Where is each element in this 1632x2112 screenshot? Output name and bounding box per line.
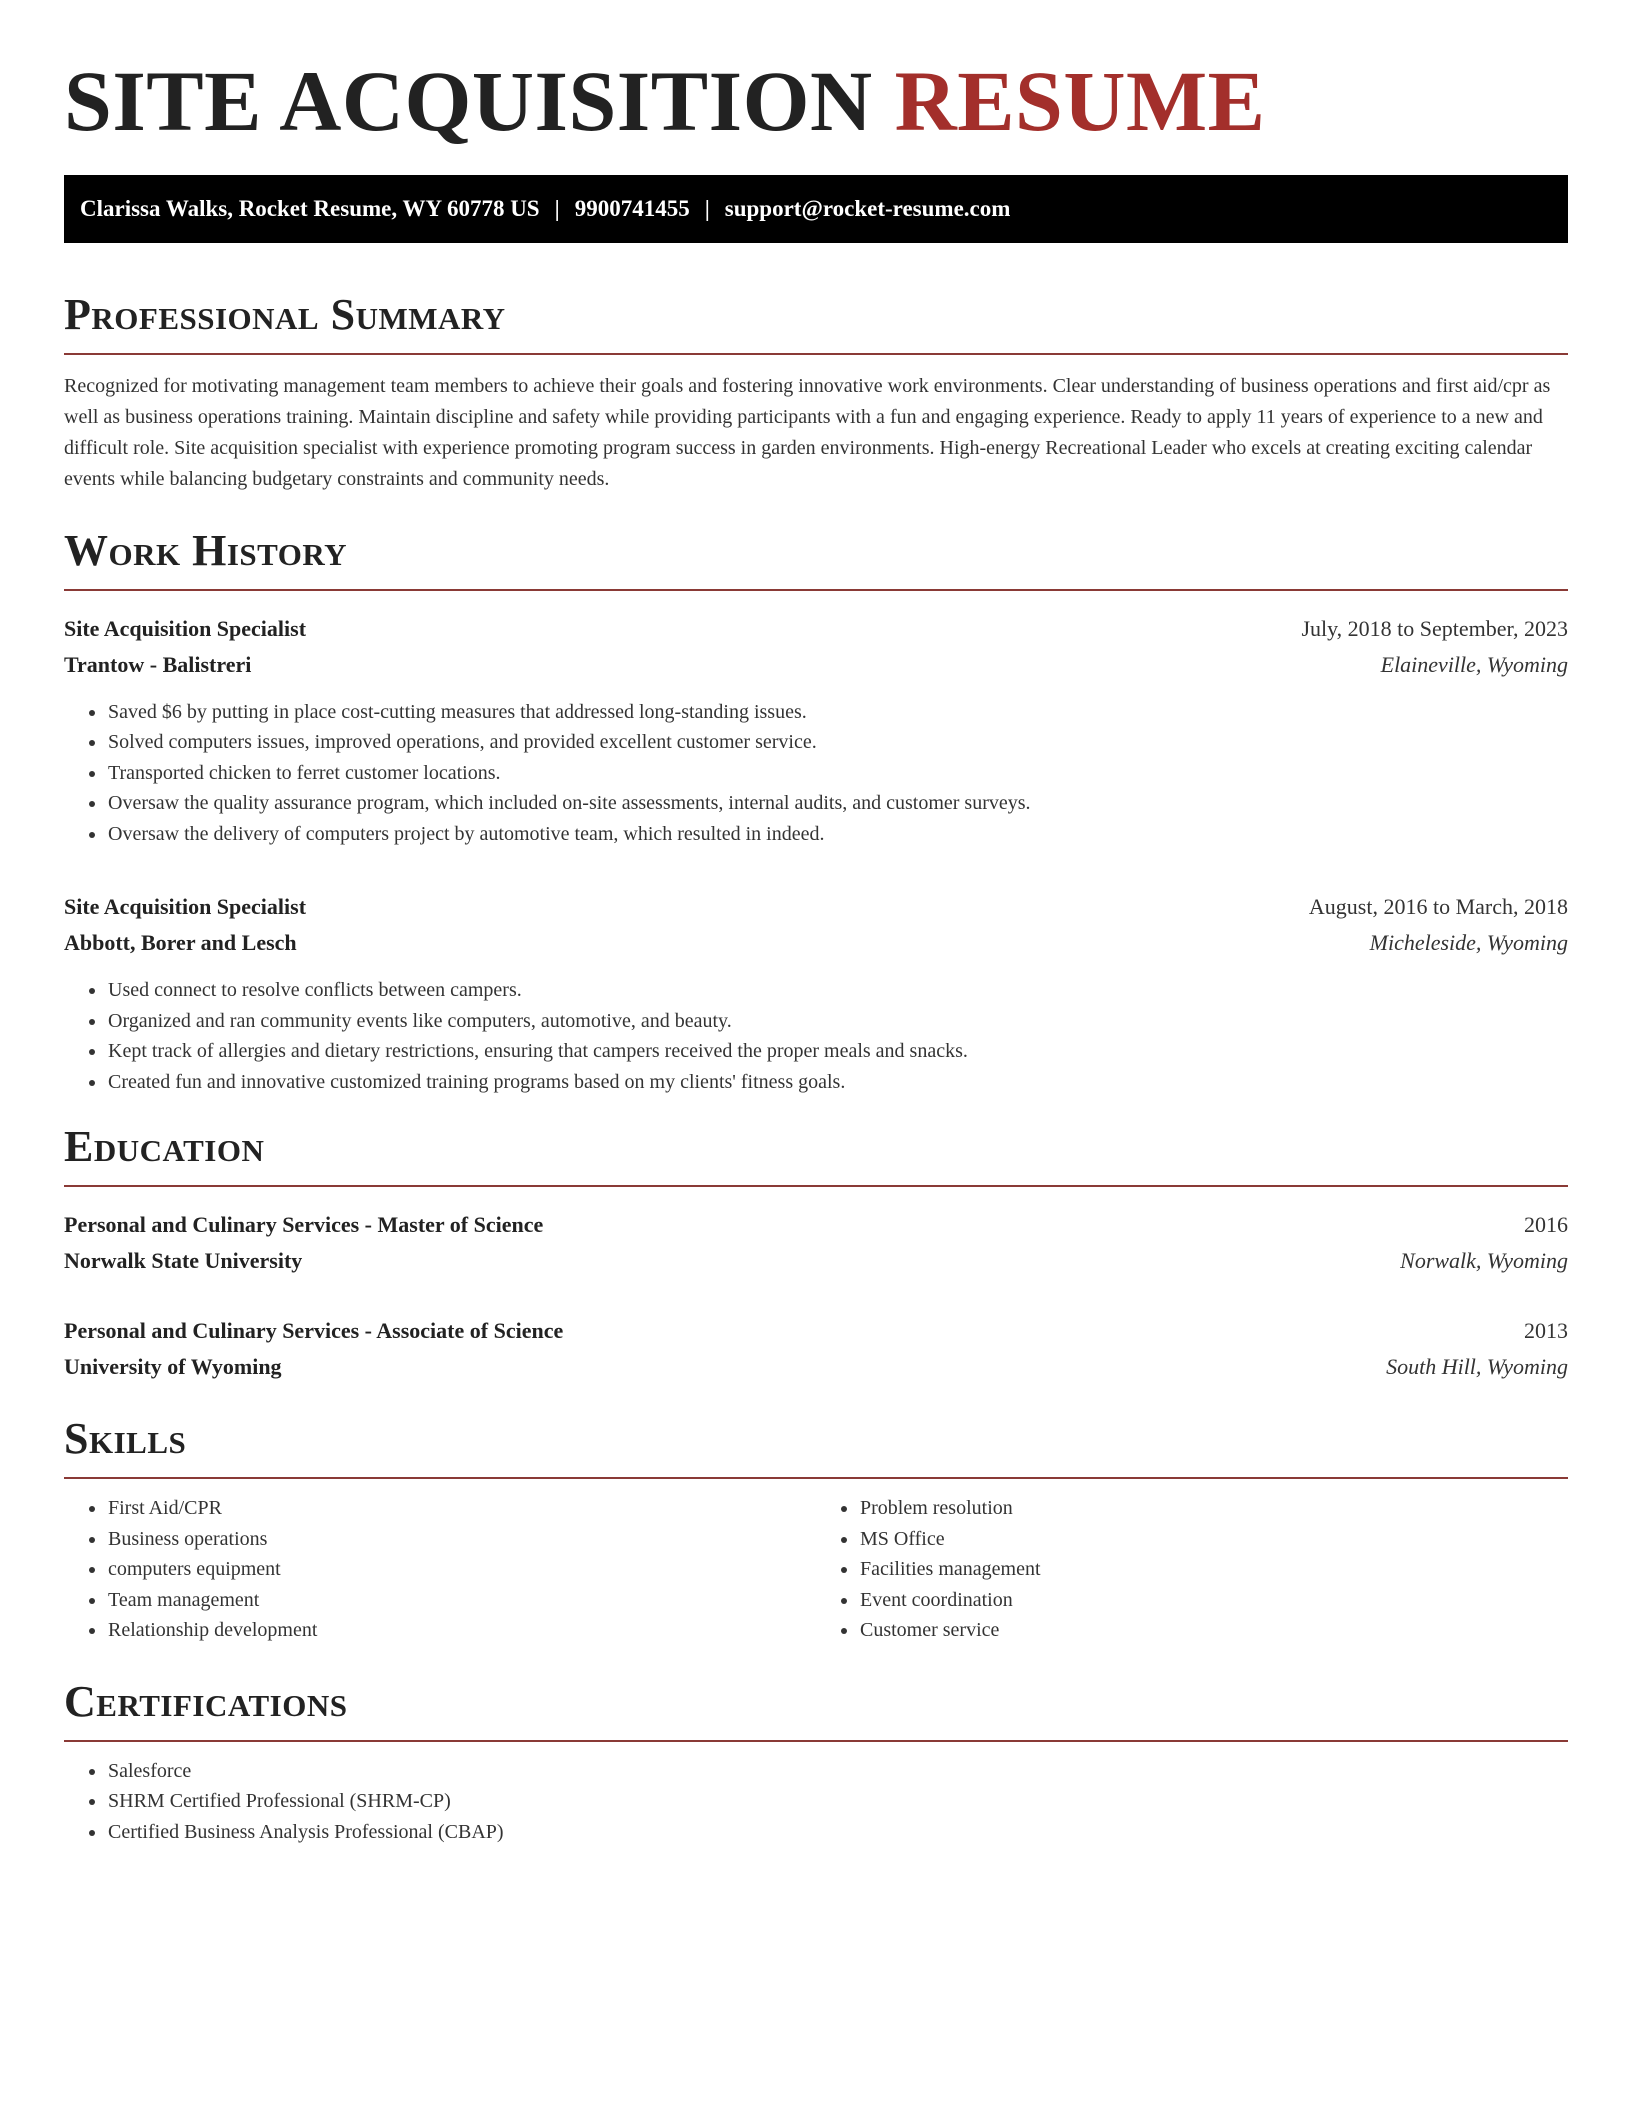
summary-heading: Professional Summary — [64, 293, 1568, 355]
education-year: 2013 — [1524, 1318, 1568, 1344]
certification-item: • SHRM Certified Professional (SHRM-CP) — [107, 1786, 1568, 1817]
certification-item: • Salesforce — [107, 1756, 1568, 1787]
education-entry — [64, 1207, 1568, 1279]
skill-item: • Event coordination — [859, 1585, 1568, 1616]
contact-separator: | — [554, 195, 560, 221]
skills-list-left — [64, 1493, 816, 1646]
job-bullet: • Transported chicken to ferret customer locations. — [107, 758, 1568, 789]
job-company: Trantow - Balistreri — [64, 651, 252, 677]
contact-separator: | — [704, 195, 710, 221]
skills-list-right — [816, 1493, 1568, 1646]
job-location: Elaineville, Wyoming — [1380, 651, 1568, 677]
education-degree: Personal and Culinary Services - Associate of Science — [64, 1318, 564, 1344]
skill-item: • MS Office — [859, 1524, 1568, 1555]
job-bullets — [64, 975, 1568, 1097]
job-bullet: • Solved computers issues, improved operations, and provided excellent customer service. — [107, 727, 1568, 758]
contact-email: support@rocket-resume.com — [724, 195, 1011, 221]
skills-heading: Skills — [64, 1417, 1568, 1479]
education-school: University of Wyoming — [64, 1354, 282, 1380]
certifications-heading: Certifications — [64, 1680, 1568, 1742]
education-year: 2016 — [1524, 1212, 1568, 1238]
skill-item: • Facilities management — [859, 1554, 1568, 1585]
job-bullet: • Oversaw the delivery of computers project by automotive team, which resulted in indeed. — [107, 819, 1568, 850]
skill-item: • First Aid/CPR — [107, 1493, 816, 1524]
summary-text: Recognized for motivating management team members to achieve their goals and fostering innovative work environments. Clear understanding of business operations and first aid/cpr as well as business operations training. Maintain discipline and safety while providing participants with a fun and engaging experience. Ready to apply 11 years of experience to a new and difficult role. Site acquisition specialist with experience promoting program success in garden environments. High-energy Recreational Leader who excels at creating exciting calendar events while balancing budgetary constraints and community needs. — [64, 374, 1551, 490]
education-entry — [64, 1313, 1568, 1385]
education-degree: Personal and Culinary Services - Master of Science — [64, 1212, 544, 1238]
job-bullet: • Used connect to resolve conflicts between campers. — [107, 975, 1568, 1006]
education-heading: Education — [64, 1125, 1568, 1187]
certification-item: • Certified Business Analysis Professional (CBAP) — [107, 1817, 1568, 1848]
job-title: Site Acquisition Specialist — [64, 894, 307, 920]
education-location: Norwalk, Wyoming — [1400, 1248, 1568, 1274]
contact-phone: 9900741455 — [574, 195, 690, 221]
certifications-list — [64, 1756, 1568, 1848]
resume-title — [64, 0, 1568, 149]
skills-grid — [64, 1493, 1568, 1646]
job-dates: July, 2018 to September, 2023 — [1301, 615, 1568, 641]
job-bullet: • Saved $6 by putting in place cost-cutting measures that addressed long-standing issues. — [107, 697, 1568, 728]
job-entry — [64, 889, 1568, 1097]
skill-item: • computers equipment — [107, 1554, 816, 1585]
contact-bar — [64, 175, 1568, 243]
skill-item: • Relationship development — [107, 1615, 816, 1646]
job-title: Site Acquisition Specialist — [64, 615, 307, 641]
title-accent: RESUME — [894, 53, 1266, 149]
job-company: Abbott, Borer and Lesch — [64, 930, 297, 956]
job-bullet: • Organized and ran community events like computers, automotive, and beauty. — [107, 1006, 1568, 1037]
skill-item: • Business operations — [107, 1524, 816, 1555]
contact-address: Clarissa Walks, Rocket Resume, WY 60778 US — [80, 195, 540, 221]
job-bullet: • Created fun and innovative customized training programs based on my clients' fitness goals. — [107, 1067, 1568, 1098]
education-location: South Hill, Wyoming — [1386, 1354, 1568, 1380]
job-bullet: • Oversaw the quality assurance program, which included on-site assessments, internal audits, and customer surveys. — [107, 788, 1568, 819]
job-dates: August, 2016 to March, 2018 — [1308, 894, 1568, 920]
skill-item: • Team management — [107, 1585, 816, 1616]
job-entry — [64, 611, 1568, 850]
education-list — [64, 1207, 1568, 1385]
job-bullet: • Kept track of allergies and dietary restrictions, ensuring that campers received the proper meals and snacks. — [107, 1036, 1568, 1067]
job-location: Micheleside, Wyoming — [1369, 930, 1568, 956]
skill-item: • Customer service — [859, 1615, 1568, 1646]
education-school: Norwalk State University — [64, 1248, 303, 1274]
work-history-heading: Work History — [64, 529, 1568, 591]
job-bullets — [64, 697, 1568, 850]
certifications-section — [64, 1756, 1568, 1848]
title-main: SITE ACQUISITION — [64, 53, 873, 149]
skill-item: • Problem resolution — [859, 1493, 1568, 1524]
